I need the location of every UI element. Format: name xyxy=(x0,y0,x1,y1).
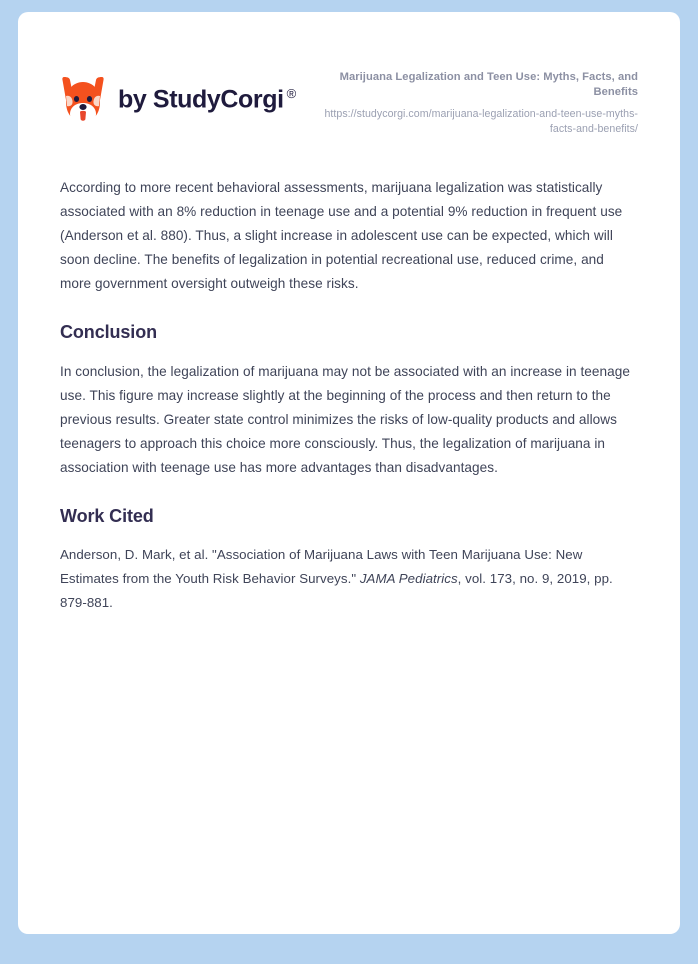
registered-trademark-icon: ® xyxy=(286,86,296,102)
heading-conclusion: Conclusion xyxy=(60,322,157,342)
citation-part-two: , vol. 173, no. 9, 2019, pp. 879-881. xyxy=(60,571,613,611)
brand-name-text: by StudyCorgi xyxy=(118,85,284,114)
citation-part-one: Anderson, D. Mark, et al. "Association of Marijuana Laws with Teen Marijuana Use: New Estimates from the Youth Risk Behavior Surveys." xyxy=(60,547,583,587)
document-title: Marijuana Legalization and Teen Use: Myths, Facts, and Benefits xyxy=(339,71,638,99)
brand-name xyxy=(118,87,296,112)
corgi-face-icon xyxy=(60,74,106,126)
paragraph-conclusion: In conclusion, the legalization of marijuana may not be associated with an increase in teenage use. This figure may increase slightly at the beginning of the process and then return to the previous results. Greater state control minimizes the risks of low-quality products and allows teenagers to approach this choice more consciously. Thus, the legalization of marijuana in association with teenage use has more advantages than disadvantages. xyxy=(60,363,630,475)
heading-work-cited: Work Cited xyxy=(60,505,154,526)
citation-entry xyxy=(60,543,638,615)
citation-journal-title: JAMA Pediatrics xyxy=(359,571,458,587)
header-meta xyxy=(303,70,638,137)
document-header xyxy=(18,12,680,158)
paragraph-intro: According to more recent behavioral assessments, marijuana legalization was statistically associated with an 8% reduction in teenage use and a potential 9% reduction in frequent use (Anderson et al. 880). Thus, a slight increase in adolescent use can be expected, which will soon decline. The benefits of legalization in potential recreational use, reduced crime, and more government oversight outweigh these risks. xyxy=(60,180,623,291)
document-content xyxy=(60,176,638,615)
document-page xyxy=(18,12,680,934)
brand-logo[interactable] xyxy=(60,74,296,126)
document-url[interactable]: https://studycorgi.com/marijuana-legalization-and-teen-use-myths-facts-and-benefits/ xyxy=(324,107,638,135)
